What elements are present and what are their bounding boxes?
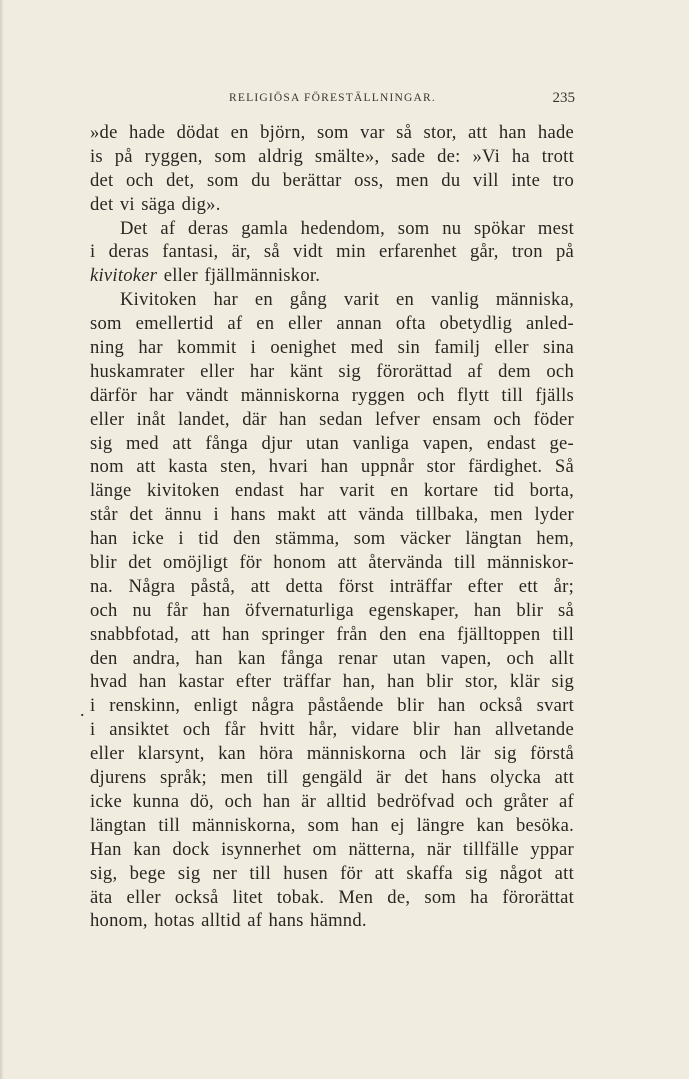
text-line: snabbfotad, att han springer från den ena fjälltoppen till: [90, 623, 574, 645]
text-line: står det ännu i hans makt att vända tillbaka, men lyder: [90, 504, 574, 526]
text-line: huskamrater eller har känt sig förorättad af dem och: [90, 360, 574, 382]
text-line: han icke i tid den stämma, som väcker längtan hem,: [90, 528, 574, 550]
text-line: is på ryggen, som aldrig smälte», sade de: »Vi ha trott: [90, 145, 574, 167]
text-line: na. Några påstå, att detta först inträffar efter ett år;: [90, 575, 574, 597]
text-line: därför har vändt människorna ryggen och flytt till fjälls: [90, 384, 574, 406]
text-line: som emellertid af en eller annan ofta obetydlig anled-: [90, 313, 574, 335]
text-line: det och det, som du berättar oss, men du vill inte tro: [90, 169, 574, 191]
running-title: RELIGIÖSA FÖRESTÄLLNINGAR.: [229, 92, 436, 104]
text-line: icke kunna dö, och han är alltid bedröfvad och gråter af: [90, 790, 574, 812]
running-head: [90, 90, 575, 110]
text-line: Han kan dock isynnerhet om nätterna, när tillfälle yppar: [90, 838, 574, 860]
margin-mark: .: [80, 700, 85, 720]
italic-term: kivitoker: [90, 265, 158, 287]
text-line: »de hade dödat en björn, som var så stor, att han hade: [90, 122, 574, 143]
text-line: Kivitoken har en gång varit en vanlig människa,: [120, 289, 574, 311]
text-line: sig med att fånga djur utan vanliga vapen, endast ge-: [90, 432, 574, 454]
body-text: [90, 121, 574, 933]
text-line: nom att kasta sten, hvari han uppnår stor färdighet. Så: [90, 456, 574, 478]
page-number: 235: [552, 90, 575, 106]
text-line: hvad han kastar efter träffar han, han blir stor, klär sig: [90, 671, 574, 693]
text-line: eller klarsynt, kan höra människorna och lär sig förstå: [90, 743, 574, 765]
text-line: äta eller också litet tobak. Men de, som ha förorättat: [90, 886, 574, 908]
text-line: längtan till människorna, som han ej längre kan besöka.: [90, 814, 574, 836]
text-line: det vi säga dig».: [90, 193, 221, 215]
text-line: honom, hotas alltid af hans hämnd.: [90, 910, 367, 932]
text-line: länge kivitoken endast har varit en kortare tid borta,: [90, 480, 574, 502]
page-edge: [0, 0, 4, 1079]
text-line: sig, bege sig ner till husen för att skaffa sig något att: [90, 862, 574, 884]
text-line: och nu får han öfvernaturliga egenskaper, han blir så: [90, 599, 574, 621]
text-line: eller inåt landet, där han sedan lefver ensam och föder: [90, 408, 574, 430]
text-line: Det af deras gamla hedendom, som nu spökar mest: [120, 217, 574, 239]
text-line: den andra, han kan fånga renar utan vapen, och allt: [90, 647, 574, 669]
text-line: ning har kommit i oenighet med sin familj eller sina: [90, 337, 574, 359]
text-line: djurens språk; men till gengäld är det hans olycka att: [90, 767, 574, 789]
text-line: i ansiktet och får hvitt hår, vidare blir han allvetande: [90, 719, 574, 741]
text-line: i renskinn, enligt några påstående blir han också svart: [90, 695, 574, 717]
text-fragment: eller fjällmänniskor.: [157, 265, 321, 287]
text-line: i deras fantasi, är, så vidt min erfarenhet går, tron på: [90, 241, 574, 263]
text-line: [90, 264, 574, 288]
text-line: blir det omöjligt för honom att återvända till människor-: [90, 552, 574, 574]
